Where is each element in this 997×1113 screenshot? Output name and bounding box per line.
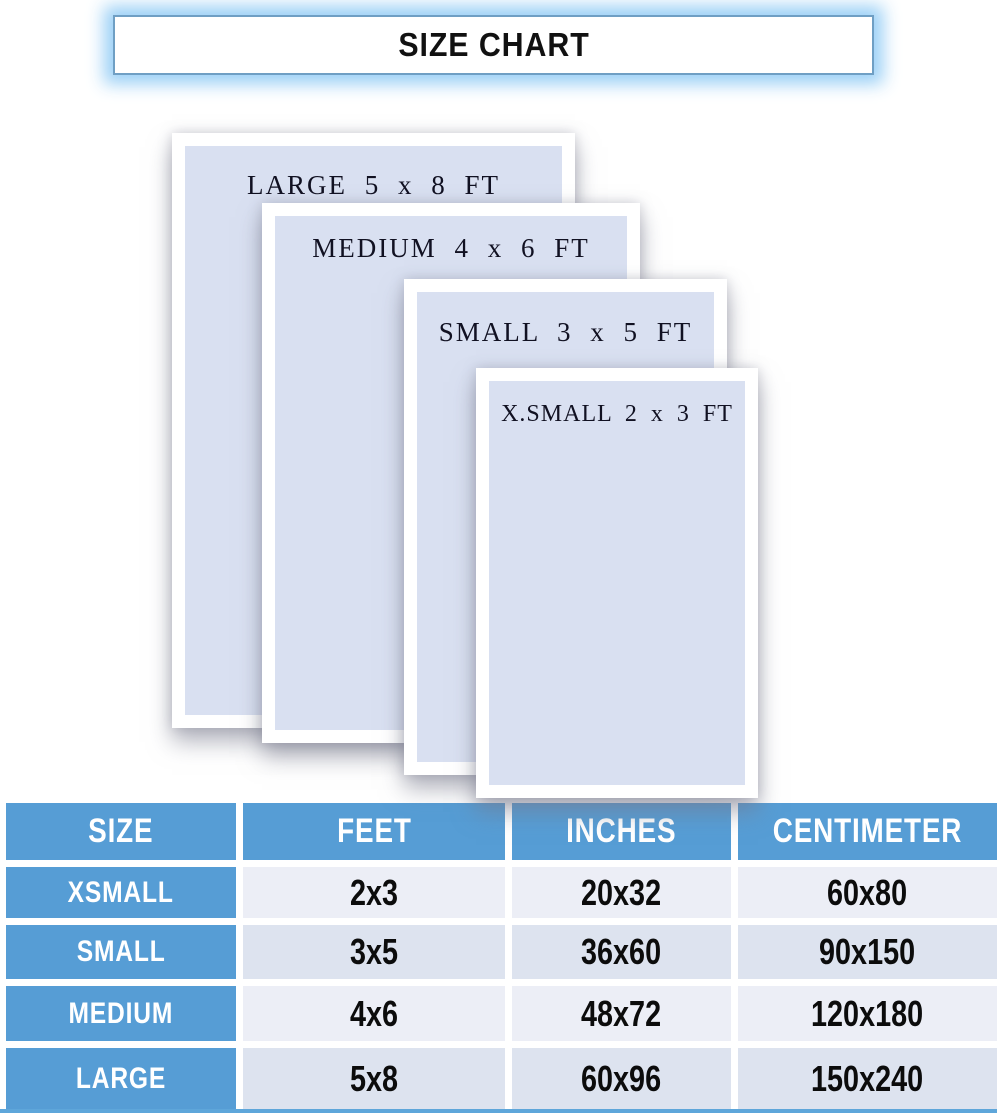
table-row-medium-feet <box>243 986 505 1041</box>
rug-label-medium: MEDIUM 4 x 6 FT <box>312 233 590 263</box>
rug-rect-xsmall <box>476 368 758 798</box>
rug-rect-xsmall-fill <box>489 381 745 785</box>
header-label-centimeter: CENTIMETER <box>772 812 963 850</box>
rug-label-small: SMALL 3 x 5 FT <box>438 317 693 347</box>
value-small-centimeter: 90x150 <box>819 931 916 972</box>
bottom-border-strip <box>0 1109 997 1113</box>
size-table <box>6 803 997 1109</box>
table-row-xsmall-inches <box>512 867 731 918</box>
table-row-xsmall-size <box>6 867 236 918</box>
table-row-medium-size <box>6 986 236 1041</box>
value-large-inches: 60x96 <box>581 1057 662 1099</box>
table-row-small-size <box>6 925 236 979</box>
value-xsmall-centimeter: 60x80 <box>827 871 908 913</box>
table-row-xsmall-feet <box>243 867 505 918</box>
table-row-small-inches <box>512 925 731 979</box>
header-label-feet: FEET <box>336 812 412 850</box>
table-row-medium-centimeter <box>738 986 997 1041</box>
value-medium-centimeter: 120x180 <box>811 992 924 1034</box>
row-label-small: SMALL <box>76 935 166 968</box>
value-xsmall-inches: 20x32 <box>581 871 662 913</box>
table-row-large-inches <box>512 1048 731 1109</box>
title-box <box>113 15 874 75</box>
header-cell-inches <box>512 803 731 860</box>
table-row-medium-inches <box>512 986 731 1041</box>
value-xsmall-feet: 2x3 <box>349 871 399 913</box>
table-row-large-centimeter <box>738 1048 997 1109</box>
table-row-large-feet <box>243 1048 505 1109</box>
rug-label-large: LARGE 5 x 8 FT <box>247 170 500 200</box>
value-medium-feet: 4x6 <box>349 992 399 1034</box>
value-large-feet: 5x8 <box>349 1057 399 1099</box>
table-row-xsmall-centimeter <box>738 867 997 918</box>
row-label-large: LARGE <box>75 1061 167 1095</box>
value-medium-inches: 48x72 <box>581 992 662 1034</box>
header-cell-feet <box>243 803 505 860</box>
table-row-large-size <box>6 1048 236 1109</box>
table-row-small-feet <box>243 925 505 979</box>
header-cell-size <box>6 803 236 860</box>
header-cell-centimeter <box>738 803 997 860</box>
page-title: SIZE CHART <box>397 26 590 63</box>
header-label-size: SIZE <box>88 812 154 850</box>
value-large-centimeter: 150x240 <box>811 1057 924 1099</box>
header-label-inches: INCHES <box>566 812 677 850</box>
value-small-inches: 36x60 <box>581 931 662 972</box>
table-row-small-centimeter <box>738 925 997 979</box>
row-label-xsmall: XSMALL <box>67 875 175 909</box>
value-small-feet: 3x5 <box>349 931 399 972</box>
row-label-medium: MEDIUM <box>68 996 174 1030</box>
rug-label-xsmall: X.SMALL 2 x 3 FT <box>501 401 733 427</box>
